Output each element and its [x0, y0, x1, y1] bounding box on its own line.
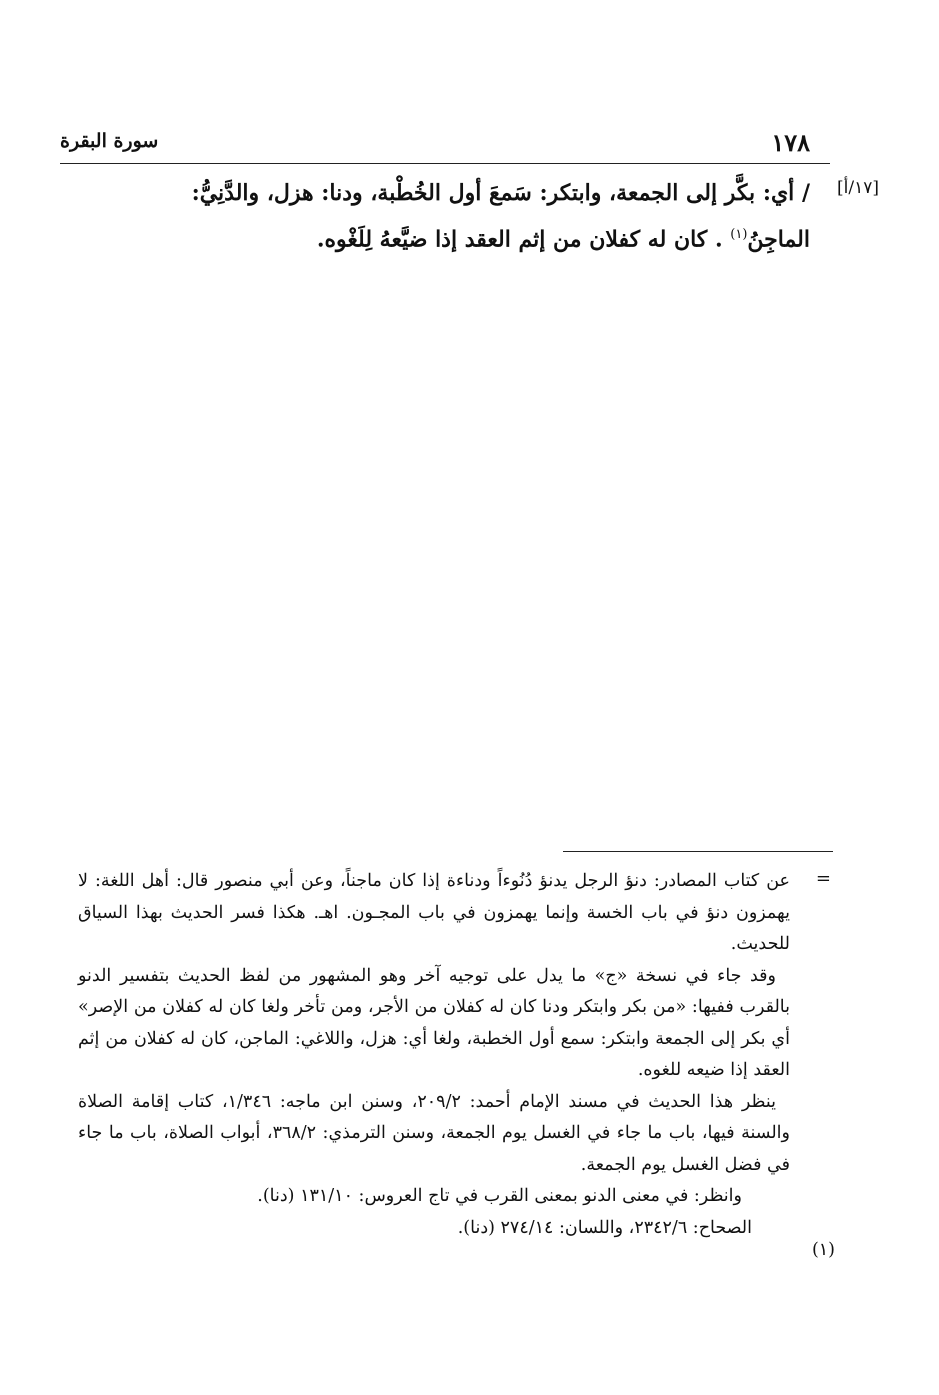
header-divider: [60, 163, 830, 164]
footnote-paragraph: عن كتاب المصادر: دنؤ الرجل يدنؤ دُنُوءاً ودناءة إذا كان ماجناً، وعن أبي منصور قال: أهل اللغة: لا يهمزون دنؤ في باب الخسة وإنما يهمزون في باب المجـون. اهـ. هكذا فسر الحديث بهذا السياق للحديث.: [78, 871, 790, 954]
footnote-paragraph: وانظر: في معنى الدنو بمعنى القرب في تاج العروس: ١٣١/١٠ (دنا).: [257, 1186, 742, 1206]
footnote-divider: [563, 851, 833, 852]
main-text-line-1: / أي: بكَّر إلى الجمعة، وابتكر: سَمعَ أول الخُطْبة، ودنا: هزل، والدَّنِيُّ:: [191, 180, 810, 206]
manuscript-folio-reference: [١٧/أ]: [837, 178, 879, 198]
footnote-reference: (١): [730, 227, 748, 242]
main-text-block: [100, 172, 810, 260]
footnotes-block: [78, 866, 790, 1244]
footnote-paragraph: ينظر هذا الحديث في مسند الإمام أحمد: ٢٠٩/٢، وسنن ابن ماجه: ١/٣٤٦، كتاب إقامة الصلاة والسنة فيها، باب ما جاء في الغسل يوم الجمعة، وسنن الترمذي: ٣٦٨/٢، أبواب الصلاة، باب ما جاء في فضل الغسل يوم الجمعة.: [78, 1091, 790, 1175]
main-text-line-2: [100, 214, 810, 260]
main-text-segment: الماجِنُ: [747, 226, 810, 253]
footnote-paragraph: وقد جاء في نسخة «ج» ما يدل على توجيه آخر وهو المشهور من لفظ الحديث بتفسير الدنو بالقرب ففيها: «من بكر وابتكر ودنا كان له كفلان من الأجر، ومن تأخر ولغا كان له كفلان من الإصر» أي بكر إلى الجمعة وابتكر: سمع أول الخطبة، ولغا أي: هزل، واللاغي: الماجن، كان له كفلان من إثم العقد إذا ضيعه للغوه.: [78, 965, 790, 1080]
main-text-segment: . كان له كفلان من إثم العقد إذا ضيَّعهُ لِلَغْوه.: [316, 226, 731, 253]
footnote-continuation-marker: =: [815, 868, 831, 889]
page-number: ١٧٨: [771, 128, 810, 157]
footnote-1-marker: (١): [811, 1240, 835, 1260]
running-header: [60, 128, 830, 162]
footnote-1-text: الصحاح: ٢٣٤٢/٦، واللسان: ٢٧٤/١٤ (دنا).: [457, 1217, 752, 1238]
surah-title: سورة البقرة: [60, 130, 159, 152]
